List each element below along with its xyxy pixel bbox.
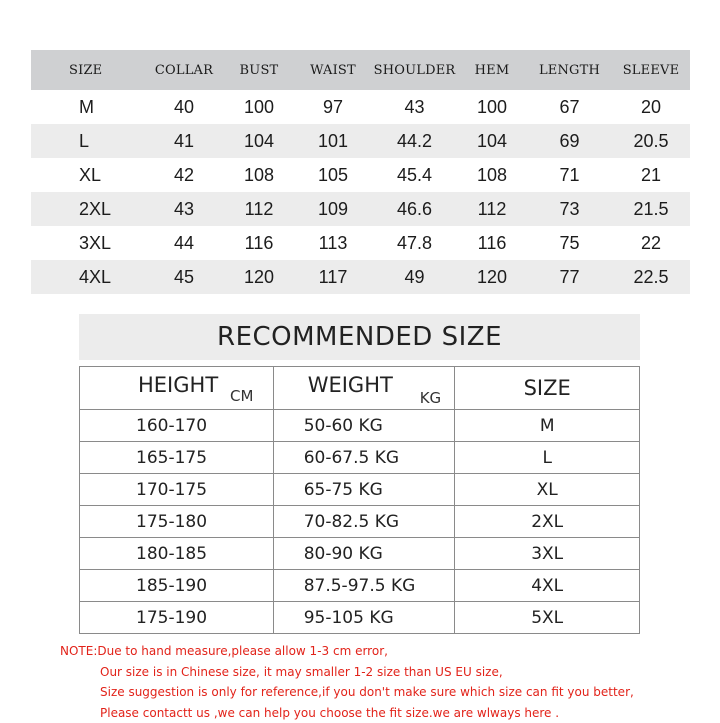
table-row [31,226,690,260]
header-size: SIZE [31,63,144,78]
table-cell: 104 [457,131,527,152]
table-cell: 100 [224,97,294,118]
table-cell: 45 [144,267,224,288]
table-cell: 116 [224,233,294,254]
table-cell: M [31,97,144,118]
table-row [31,90,690,124]
table-cell: 47.8 [372,233,457,254]
size-cell: XL [455,474,640,506]
table-cell: 112 [457,199,527,220]
recommended-header-row [80,367,640,410]
table-cell: 44 [144,233,224,254]
table-cell: 21 [612,165,690,186]
table-cell: XL [31,165,144,186]
table-row [80,570,640,602]
header-waist: WAIST [294,63,372,78]
table-row [31,158,690,192]
table-row [31,260,690,294]
height-cell: 180-185 [80,538,274,570]
weight-cell: 65-75 KG [273,474,455,506]
table-cell: 101 [294,131,372,152]
height-cell: 160-170 [80,410,274,442]
table-cell: 3XL [31,233,144,254]
table-cell: 43 [144,199,224,220]
table-row [31,124,690,158]
recommended-size-title: RECOMMENDED SIZE [79,314,640,360]
weight-cell: 70-82.5 KG [273,506,455,538]
table-cell: 49 [372,267,457,288]
header-shoulder: SHOULDER [372,63,457,78]
size-cell: M [455,410,640,442]
table-cell: 20 [612,97,690,118]
height-label: HEIGHT [138,373,218,397]
header-height [80,367,274,410]
header-size: SIZE [455,367,640,410]
height-cell: 185-190 [80,570,274,602]
height-cell: 170-175 [80,474,274,506]
size-notes [60,641,710,723]
table-cell: L [31,131,144,152]
table-cell: 45.4 [372,165,457,186]
weight-cell: 50-60 KG [273,410,455,442]
size-chart-table [31,50,690,296]
table-cell: 120 [224,267,294,288]
table-cell: 4XL [31,267,144,288]
table-cell: 2XL [31,199,144,220]
table-row [80,410,640,442]
height-cell: 175-180 [80,506,274,538]
header-hem: HEM [457,63,527,78]
table-cell: 71 [527,165,612,186]
note-line: Please contactt us ,we can help you choose the fit size.we are wlways here . [60,703,710,723]
table-cell: 20.5 [612,131,690,152]
header-length: LENGTH [527,63,612,78]
note-line: NOTE:Due to hand measure,please allow 1-3 cm error, [60,641,710,662]
weight-cell: 95-105 KG [273,602,455,634]
table-row [80,538,640,570]
table-cell: 41 [144,131,224,152]
table-cell: 112 [224,199,294,220]
height-cell: 165-175 [80,442,274,474]
table-cell: 40 [144,97,224,118]
table-row [80,506,640,538]
table-row [80,602,640,634]
weight-cell: 87.5-97.5 KG [273,570,455,602]
header-weight [273,367,455,410]
table-cell: 120 [457,267,527,288]
size-cell: L [455,442,640,474]
size-cell: 5XL [455,602,640,634]
table-cell: 113 [294,233,372,254]
height-cell: 175-190 [80,602,274,634]
weight-cell: 80-90 KG [273,538,455,570]
table-cell: 46.6 [372,199,457,220]
table-row [31,192,690,226]
recommended-size-table [79,366,640,634]
size-cell: 4XL [455,570,640,602]
table-cell: 97 [294,97,372,118]
table-row [80,474,640,506]
table-cell: 44.2 [372,131,457,152]
height-unit: CM [230,387,253,405]
table-cell: 73 [527,199,612,220]
table-cell: 104 [224,131,294,152]
table-cell: 108 [457,165,527,186]
weight-cell: 60-67.5 KG [273,442,455,474]
table-cell: 22 [612,233,690,254]
note-line: Size suggestion is only for reference,if you don't make sure which size can fit you better, [60,682,710,703]
table-cell: 67 [527,97,612,118]
table-cell: 77 [527,267,612,288]
table-row [80,442,640,474]
note-line: Our size is in Chinese size, it may smaller 1-2 size than US EU size, [60,662,710,683]
table-cell: 69 [527,131,612,152]
header-sleeve: SLEEVE [612,63,690,78]
table-cell: 109 [294,199,372,220]
table-cell: 75 [527,233,612,254]
header-collar: COLLAR [144,63,224,78]
size-cell: 3XL [455,538,640,570]
table-cell: 105 [294,165,372,186]
table-cell: 116 [457,233,527,254]
table-cell: 117 [294,267,372,288]
weight-unit: KG [420,389,441,407]
table-cell: 100 [457,97,527,118]
size-cell: 2XL [455,506,640,538]
table-cell: 21.5 [612,199,690,220]
table-cell: 43 [372,97,457,118]
weight-label: WEIGHT [308,373,393,397]
table-cell: 108 [224,165,294,186]
header-bust: BUST [224,63,294,78]
table-cell: 22.5 [612,267,690,288]
table-cell: 42 [144,165,224,186]
size-chart-header [31,50,690,90]
